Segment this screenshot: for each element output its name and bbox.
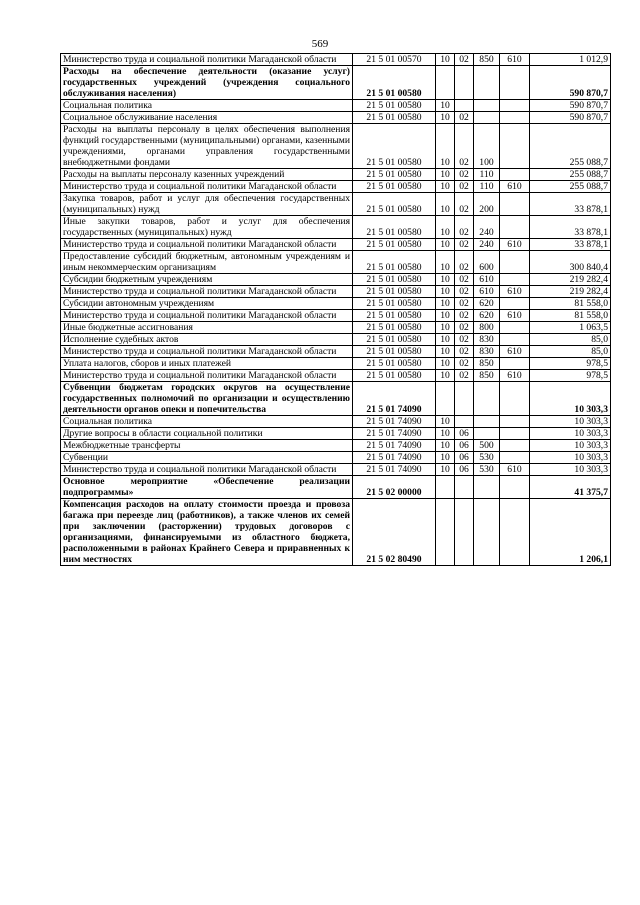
row-department: 610: [500, 310, 530, 322]
row-expense-type: 200: [474, 193, 500, 216]
row-subsection: [455, 476, 474, 499]
row-department: [500, 416, 530, 428]
row-amount: 10 303,3: [530, 382, 611, 416]
row-department: 610: [500, 181, 530, 193]
row-name: Межбюджетные трансферты: [61, 440, 353, 452]
row-section: 10: [436, 181, 455, 193]
row-code: 21 5 01 00580: [353, 346, 436, 358]
row-subsection: [455, 416, 474, 428]
row-section: 10: [436, 464, 455, 476]
row-code: 21 5 01 74090: [353, 416, 436, 428]
table-row: [61, 66, 611, 100]
row-department: 610: [500, 464, 530, 476]
row-subsection: 02: [455, 298, 474, 310]
row-name: Социальная политика: [61, 416, 353, 428]
row-amount: 10 303,3: [530, 464, 611, 476]
row-section: 10: [436, 440, 455, 452]
row-name: Основное мероприятие «Обеспечение реализации подпрограммы»: [61, 476, 353, 499]
row-code: 21 5 01 00570: [353, 54, 436, 66]
row-name: Министерство труда и социальной политики Магаданской области: [61, 310, 353, 322]
row-expense-type: [474, 428, 500, 440]
row-name: Субсидии автономным учреждениям: [61, 298, 353, 310]
row-expense-type: [474, 112, 500, 124]
row-department: 610: [500, 370, 530, 382]
row-section: 10: [436, 193, 455, 216]
row-code: 21 5 01 00580: [353, 370, 436, 382]
row-subsection: 02: [455, 54, 474, 66]
row-department: [500, 124, 530, 169]
row-subsection: 02: [455, 358, 474, 370]
row-code: 21 5 01 74090: [353, 428, 436, 440]
row-code: 21 5 01 00580: [353, 112, 436, 124]
row-subsection: [455, 499, 474, 566]
row-department: [500, 66, 530, 100]
table-row: [61, 286, 611, 298]
row-subsection: 02: [455, 112, 474, 124]
row-amount: 85,0: [530, 334, 611, 346]
row-subsection: 02: [455, 124, 474, 169]
row-department: [500, 428, 530, 440]
row-section: 10: [436, 334, 455, 346]
row-expense-type: [474, 499, 500, 566]
table-row: [61, 499, 611, 566]
row-name: Субвенции: [61, 452, 353, 464]
page-number: 569: [311, 38, 329, 50]
table-row: [61, 100, 611, 112]
row-department: 610: [500, 239, 530, 251]
row-code: 21 5 01 00580: [353, 334, 436, 346]
row-subsection: 02: [455, 334, 474, 346]
row-subsection: 02: [455, 310, 474, 322]
row-name: Расходы на выплаты персоналу казенных учреждений: [61, 169, 353, 181]
row-code: 21 5 01 00580: [353, 124, 436, 169]
row-amount: 10 303,3: [530, 452, 611, 464]
row-section: 10: [436, 54, 455, 66]
row-code: 21 5 01 74090: [353, 382, 436, 416]
row-expense-type: 110: [474, 169, 500, 181]
row-section: 10: [436, 274, 455, 286]
row-expense-type: 530: [474, 452, 500, 464]
row-subsection: 06: [455, 452, 474, 464]
row-expense-type: 500: [474, 440, 500, 452]
table-row: [61, 440, 611, 452]
row-amount: 978,5: [530, 358, 611, 370]
row-expense-type: 240: [474, 239, 500, 251]
row-expense-type: 830: [474, 346, 500, 358]
row-section: 10: [436, 452, 455, 464]
row-name: Субвенции бюджетам городских округов на осуществление государственных полномочий по организации и осуществлению деятельности органов опеки и попечительства: [61, 382, 353, 416]
row-amount: 41 375,7: [530, 476, 611, 499]
table-row: [61, 181, 611, 193]
row-name: Иные закупки товаров, работ и услуг для обеспечения государственных (муниципальных) нужд: [61, 216, 353, 239]
row-code: 21 5 01 74090: [353, 464, 436, 476]
row-amount: 81 558,0: [530, 310, 611, 322]
row-name: Субсидии бюджетным учреждениям: [61, 274, 353, 286]
row-expense-type: 800: [474, 322, 500, 334]
row-section: 10: [436, 370, 455, 382]
row-subsection: [455, 382, 474, 416]
row-expense-type: 530: [474, 464, 500, 476]
table-row: [61, 274, 611, 286]
row-name: Иные бюджетные ассигнования: [61, 322, 353, 334]
row-subsection: 06: [455, 428, 474, 440]
row-expense-type: 610: [474, 274, 500, 286]
row-section: 10: [436, 322, 455, 334]
row-amount: 33 878,1: [530, 193, 611, 216]
row-amount: 10 303,3: [530, 440, 611, 452]
row-section: 10: [436, 251, 455, 274]
row-department: [500, 499, 530, 566]
row-expense-type: 620: [474, 310, 500, 322]
table-row: [61, 112, 611, 124]
row-code: 21 5 01 00580: [353, 239, 436, 251]
row-code: 21 5 02 00000: [353, 476, 436, 499]
table-row: [61, 334, 611, 346]
row-department: [500, 440, 530, 452]
row-name: Компенсация расходов на оплату стоимости проезда и провоза багажа при переезде лиц (работников), а также членов их семей при заключении (расторжении) трудовых договоров с организациями, финансируемыми из областного бюджета, расположенными в районах Крайнего Севера и приравненных к ним местностях: [61, 499, 353, 566]
table-row: [61, 310, 611, 322]
table-row: [61, 239, 611, 251]
row-code: 21 5 01 74090: [353, 452, 436, 464]
row-expense-type: 850: [474, 358, 500, 370]
table-row: [61, 251, 611, 274]
row-name: Закупка товаров, работ и услуг для обеспечения государственных (муниципальных) нужд: [61, 193, 353, 216]
row-subsection: 06: [455, 440, 474, 452]
row-subsection: 02: [455, 216, 474, 239]
row-expense-type: [474, 476, 500, 499]
row-code: 21 5 01 00580: [353, 310, 436, 322]
row-name: Министерство труда и социальной политики Магаданской области: [61, 346, 353, 358]
row-subsection: 02: [455, 346, 474, 358]
row-expense-type: [474, 66, 500, 100]
row-name: Социальная политика: [61, 100, 353, 112]
row-department: [500, 334, 530, 346]
row-code: 21 5 01 00580: [353, 193, 436, 216]
row-name: Расходы на выплаты персоналу в целях обеспечения выполнения функций государственными (муниципальными) органами, казенными учреждениями, органами управления государственными внебюджетными фондами: [61, 124, 353, 169]
row-expense-type: [474, 100, 500, 112]
table-row: [61, 452, 611, 464]
row-department: 610: [500, 346, 530, 358]
row-name: Социальное обслуживание населения: [61, 112, 353, 124]
row-department: [500, 298, 530, 310]
table-row: [61, 464, 611, 476]
row-section: 10: [436, 239, 455, 251]
row-code: 21 5 01 00580: [353, 358, 436, 370]
row-code: 21 5 01 00580: [353, 286, 436, 298]
table-row: [61, 346, 611, 358]
row-amount: 590 870,7: [530, 112, 611, 124]
row-amount: 81 558,0: [530, 298, 611, 310]
row-expense-type: 240: [474, 216, 500, 239]
row-amount: 590 870,7: [530, 66, 611, 100]
row-expense-type: 830: [474, 334, 500, 346]
row-section: [436, 382, 455, 416]
row-code: 21 5 01 00580: [353, 322, 436, 334]
row-amount: 33 878,1: [530, 239, 611, 251]
row-amount: 1 206,1: [530, 499, 611, 566]
row-department: [500, 452, 530, 464]
row-amount: 300 840,4: [530, 251, 611, 274]
row-amount: 255 088,7: [530, 124, 611, 169]
row-code: 21 5 01 00580: [353, 216, 436, 239]
row-department: [500, 382, 530, 416]
table-row: [61, 322, 611, 334]
row-code: 21 5 01 00580: [353, 66, 436, 100]
table-row: [61, 370, 611, 382]
row-name: Министерство труда и социальной политики Магаданской области: [61, 54, 353, 66]
row-expense-type: 610: [474, 286, 500, 298]
row-department: [500, 274, 530, 286]
table-row: [61, 193, 611, 216]
table-row: [61, 54, 611, 66]
row-section: 10: [436, 416, 455, 428]
row-amount: 219 282,4: [530, 274, 611, 286]
table-row: [61, 358, 611, 370]
row-expense-type: 100: [474, 124, 500, 169]
row-section: 10: [436, 346, 455, 358]
row-department: [500, 169, 530, 181]
row-amount: 978,5: [530, 370, 611, 382]
row-name: Министерство труда и социальной политики Магаданской области: [61, 464, 353, 476]
row-amount: 1 012,9: [530, 54, 611, 66]
row-subsection: [455, 66, 474, 100]
table-row: [61, 216, 611, 239]
row-subsection: 02: [455, 169, 474, 181]
row-name: Предоставление субсидий бюджетным, автономным учреждениям и иным некоммерческим организациям: [61, 251, 353, 274]
row-section: 10: [436, 124, 455, 169]
row-section: [436, 476, 455, 499]
row-section: 10: [436, 358, 455, 370]
row-department: [500, 322, 530, 334]
table-row: [61, 476, 611, 499]
row-subsection: 02: [455, 181, 474, 193]
row-section: 10: [436, 112, 455, 124]
row-section: [436, 66, 455, 100]
table-row: [61, 382, 611, 416]
table-row: [61, 298, 611, 310]
row-department: [500, 100, 530, 112]
row-subsection: 02: [455, 274, 474, 286]
row-subsection: 02: [455, 322, 474, 334]
row-code: 21 5 01 00580: [353, 274, 436, 286]
row-amount: 33 878,1: [530, 216, 611, 239]
row-name: Министерство труда и социальной политики Магаданской области: [61, 239, 353, 251]
table-row: [61, 428, 611, 440]
row-amount: 219 282,4: [530, 286, 611, 298]
row-subsection: 02: [455, 286, 474, 298]
row-name: Исполнение судебных актов: [61, 334, 353, 346]
row-amount: 1 063,5: [530, 322, 611, 334]
row-department: [500, 193, 530, 216]
row-department: 610: [500, 286, 530, 298]
row-amount: 255 088,7: [530, 181, 611, 193]
row-code: 21 5 01 00580: [353, 169, 436, 181]
row-expense-type: 600: [474, 251, 500, 274]
row-department: [500, 251, 530, 274]
row-subsection: 02: [455, 193, 474, 216]
row-code: 21 5 01 00580: [353, 298, 436, 310]
row-section: 10: [436, 286, 455, 298]
table-row: [61, 124, 611, 169]
row-code: 21 5 01 74090: [353, 440, 436, 452]
row-department: [500, 216, 530, 239]
row-section: 10: [436, 169, 455, 181]
row-expense-type: 620: [474, 298, 500, 310]
row-subsection: 02: [455, 239, 474, 251]
row-subsection: [455, 100, 474, 112]
row-expense-type: 850: [474, 370, 500, 382]
row-name: Министерство труда и социальной политики Магаданской области: [61, 370, 353, 382]
row-name: Министерство труда и социальной политики Магаданской области: [61, 286, 353, 298]
row-code: 21 5 01 00580: [353, 181, 436, 193]
row-amount: 85,0: [530, 346, 611, 358]
row-expense-type: 850: [474, 54, 500, 66]
row-section: 10: [436, 298, 455, 310]
row-expense-type: 110: [474, 181, 500, 193]
row-expense-type: [474, 382, 500, 416]
row-amount: 10 303,3: [530, 428, 611, 440]
row-subsection: 06: [455, 464, 474, 476]
row-section: 10: [436, 428, 455, 440]
row-section: 10: [436, 100, 455, 112]
row-code: 21 5 02 80490: [353, 499, 436, 566]
table-row: [61, 169, 611, 181]
row-subsection: 02: [455, 370, 474, 382]
row-name: Министерство труда и социальной политики Магаданской области: [61, 181, 353, 193]
row-amount: 255 088,7: [530, 169, 611, 181]
row-department: 610: [500, 54, 530, 66]
row-code: 21 5 01 00580: [353, 251, 436, 274]
row-amount: 10 303,3: [530, 416, 611, 428]
row-section: 10: [436, 310, 455, 322]
row-expense-type: [474, 416, 500, 428]
budget-table-body: [61, 54, 611, 566]
row-code: 21 5 01 00580: [353, 100, 436, 112]
table-row: [61, 416, 611, 428]
row-department: [500, 358, 530, 370]
row-department: [500, 476, 530, 499]
row-section: [436, 499, 455, 566]
row-subsection: 02: [455, 251, 474, 274]
row-name: Уплата налогов, сборов и иных платежей: [61, 358, 353, 370]
row-amount: 590 870,7: [530, 100, 611, 112]
row-name: Другие вопросы в области социальной политики: [61, 428, 353, 440]
row-department: [500, 112, 530, 124]
row-name: Расходы на обеспечение деятельности (оказание услуг) государственных учреждений (учреждения социального обслуживания населения): [61, 66, 353, 100]
row-section: 10: [436, 216, 455, 239]
budget-table: [60, 53, 611, 566]
